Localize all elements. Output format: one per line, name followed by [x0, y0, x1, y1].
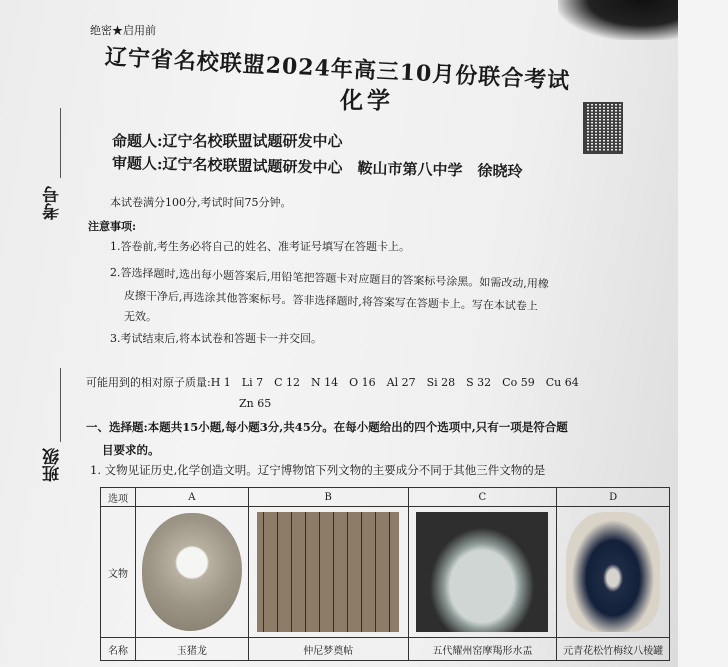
author-line: 命题人:辽宁名校联盟试题研发中心 — [112, 132, 343, 150]
score-time-line: 本试卷满分100分,考试时间75分钟。 — [110, 196, 292, 209]
notice-item: 2.答选择题时,选出每小题答案后,用铅笔把答题卡对应题目的答案标号涂黑。如需改动,用橡 — [109, 266, 549, 291]
option-c: C — [408, 488, 557, 507]
artifact-cell — [557, 507, 670, 638]
atomic-masses-line: Zn 65 — [239, 397, 272, 410]
confidential-label: 绝密★启用前 — [90, 24, 156, 37]
artifact-name: 仲尼梦奠帖 — [248, 638, 408, 661]
notice-item: 1.答卷前,考生务必将自己的姓名、准考证号填写在答题卡上。 — [110, 240, 410, 253]
artifact-name: 玉猪龙 — [136, 638, 249, 661]
artifact-name: 五代耀州窑摩羯形水盂 — [408, 638, 557, 661]
notice-heading: 注意事项: — [88, 220, 137, 233]
exam-title: 辽宁省名校联盟2024年高三10月份联合考试 — [104, 44, 571, 95]
subject-title: 化学 — [340, 87, 394, 114]
row-label: 文物 — [101, 507, 136, 638]
table-row — [101, 638, 670, 661]
table-row — [101, 488, 670, 507]
row-label: 选项 — [101, 488, 136, 507]
exam-number-fill-line — [60, 108, 61, 178]
section-heading: 一、选择题:本题共15小题,每小题3分,共45分。在每小题给出的四个选项中,只有一项是符合题 — [86, 420, 568, 434]
option-d: D — [557, 488, 670, 507]
exam-number-label: 考号 — [43, 186, 63, 220]
page-corner-shadow — [558, 0, 678, 40]
octagonal-jar-icon — [566, 512, 660, 632]
background-strip — [678, 0, 728, 667]
notice-item: 皮擦干净后,再选涂其他答案标号。答非选择题时,将答案写在答题卡上。写在本试卷上 — [123, 289, 539, 313]
notice-item: 无效。 — [124, 310, 157, 323]
class-fill-line — [60, 368, 61, 442]
section-heading: 目要求的。 — [102, 443, 160, 457]
artifact-name: 元青花松竹梅纹八棱罐 — [557, 638, 670, 661]
class-label: 班级 — [43, 448, 63, 482]
option-b: B — [248, 488, 408, 507]
artifact-cell — [248, 507, 408, 638]
jade-pig-dragon-icon — [142, 513, 242, 631]
row-label: 名称 — [101, 638, 136, 661]
artifact-cell — [408, 507, 557, 638]
artifact-table — [100, 487, 670, 661]
calligraphy-scroll-icon — [257, 512, 399, 632]
atomic-masses-line: 可能用到的相对原子质量:H 1 Li 7 C 12 N 14 O 16 Al 27 Si 28 S 32 Co 59 Cu 64 — [86, 376, 579, 389]
notice-item: 3.考试结束后,将本试卷和答题卡一并交回。 — [110, 332, 322, 345]
artifact-cell — [136, 507, 249, 638]
makara-water-pot-icon — [416, 512, 548, 632]
qr-code-icon — [583, 102, 623, 154]
question-1-stem: 1. 文物见证历史,化学创造文明。辽宁博物馆下列文物的主要成分不同于其他三件文物的是 — [90, 463, 546, 477]
reviewer-line: 审题人:辽宁名校联盟试题研发中心 鞍山市第八中学 徐晓玲 — [111, 154, 523, 181]
option-a: A — [136, 488, 249, 507]
table-row — [101, 507, 670, 638]
